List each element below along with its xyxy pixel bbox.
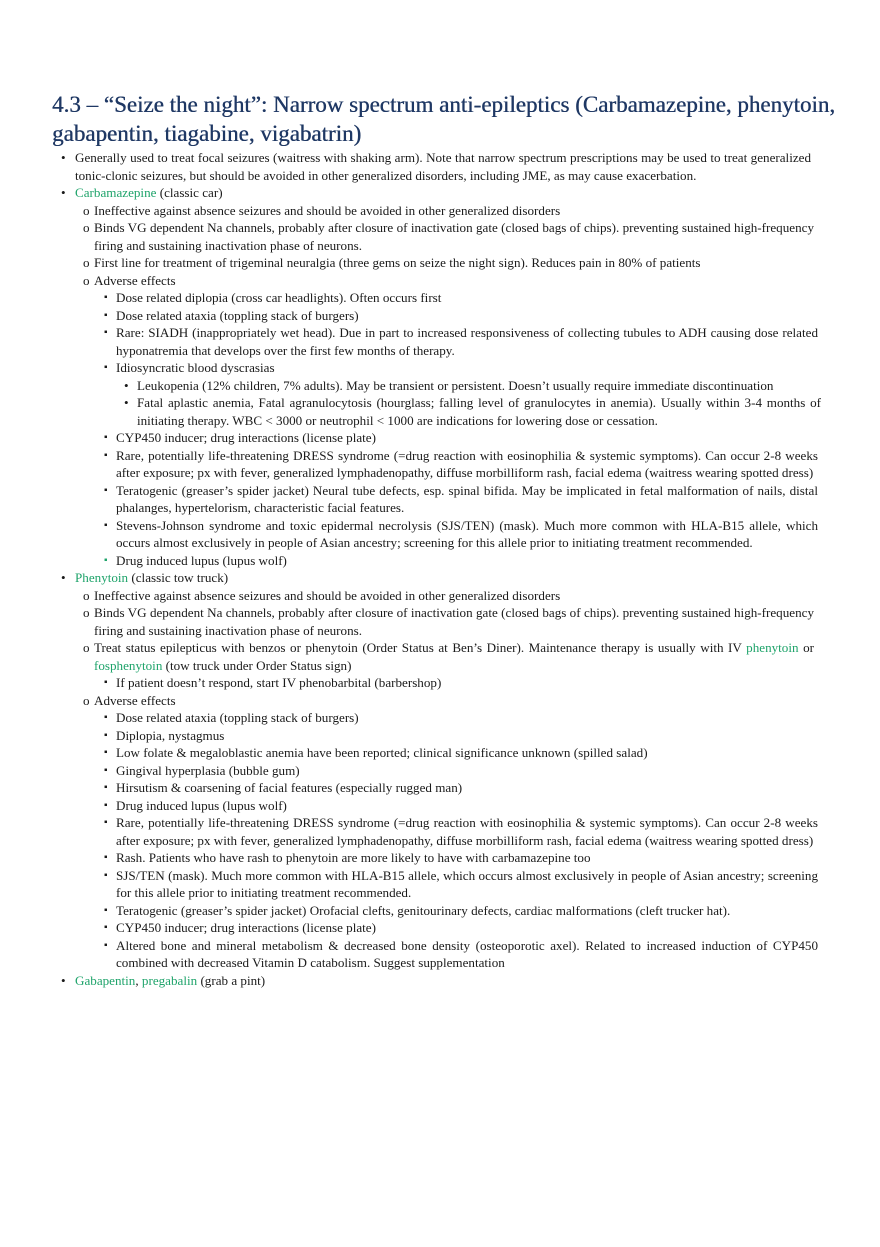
bullet-marker: •	[61, 185, 66, 200]
item-text: SJS/TEN (mask). Much more common with HLA-B15 allele, which occurs almost exclusively in people of Asian ancestry; screening for this allele prior to initiating treatment recommended.	[116, 867, 818, 900]
bullet-marker: ▪	[104, 362, 108, 373]
bullet-marker: ▪	[104, 799, 108, 811]
item-text: Drug induced lupus (lupus wolf)	[116, 552, 287, 568]
item-text: Altered bone and mineral metabolism & decreased bone density (osteoporotic axel). Related to increased induction of CYP450 combined with decreased Vitamin D catabolism. Suggest supplementation	[116, 937, 818, 970]
drug-name-highlight: pregabalin	[141, 972, 198, 988]
drug-name-highlight: Carbamazepine	[75, 185, 157, 200]
bullet-marker: ▪	[104, 869, 108, 881]
item-text: Binds VG dependent Na channels, probably after closure of inactivation gate (closed bags of chips). preventing sustained high-frequency firing and sustaining inactivation phase of neurons.	[94, 605, 814, 638]
outline-item-level-3	[0, 762, 818, 780]
bullet-marker: o	[83, 220, 90, 235]
outline-item-level-3	[0, 779, 818, 797]
bullet-marker: ▪	[104, 519, 108, 531]
bullet-marker: •	[124, 395, 129, 410]
bullet-marker: ▪	[104, 449, 108, 461]
item-text: CYP450 inducer; drug interactions (license plate)	[116, 430, 376, 445]
item-text: Generally used to treat focal seizures (waitress with shaking arm). Note that narrow spectrum prescriptions may be used to treat generalized tonic-clonic seizures, but should be avoided in other generalized disorders, including JME, as may cause exacerbation.	[75, 150, 811, 183]
outline-item-level-4	[0, 377, 821, 395]
bullet-marker: o	[83, 605, 90, 620]
outline-item-level-2	[0, 639, 814, 674]
item-text: Adverse effects	[94, 692, 176, 708]
bullet-marker: ▪	[104, 904, 108, 916]
item-text: (grab a pint)	[197, 972, 266, 988]
item-text: Idiosyncratic blood dyscrasias	[116, 360, 275, 375]
item-text: Rash. Patients who have rash to phenytoin are more likely to have with carbamazepine too	[116, 850, 591, 865]
item-text: Adverse effects	[94, 272, 176, 288]
outline-item-level-3	[0, 744, 818, 762]
outline-item-level-2	[0, 692, 814, 710]
outline-item-level-3	[0, 552, 818, 570]
bullet-marker: ▪	[104, 939, 108, 951]
notes-outline	[0, 149, 880, 989]
bullet-marker: ▪	[104, 327, 108, 338]
bullet-marker: •	[61, 150, 66, 165]
item-text: Diplopia, nystagmus	[116, 727, 225, 743]
outline-item-level-4	[0, 394, 821, 429]
bullet-marker: o	[83, 587, 90, 603]
outline-item-level-3	[0, 867, 818, 902]
item-text: CYP450 inducer; drug interactions (license plate)	[116, 920, 376, 935]
item-text: First line for treatment of trigeminal neuralgia (three gems on seize the night sign). Reduces pain in 80% of patients	[94, 255, 701, 270]
bullet-marker: ▪	[104, 677, 108, 688]
outline-item-level-3	[0, 447, 818, 482]
outline-item-level-2	[0, 219, 814, 254]
section-title: 4.3 – “Seize the night”: Narrow spectrum anti-epileptics (Carbamazepine, phenytoin, gabapentin, tiagabine, vigabatrin)	[52, 92, 836, 146]
bullet-marker: ▪	[104, 712, 108, 723]
item-text: Rare, potentially life-threatening DRESS syndrome (=drug reaction with eosinophilia & systemic symptoms). Can occur 2-8 weeks after exposure; px with fever, generalized lymphadenopathy, diffuse morbilliform rash, facial edema (waitress wearing spotted dress)	[116, 815, 818, 848]
bullet-marker: o	[83, 255, 90, 270]
outline-item-level-3	[0, 359, 818, 377]
bullet-marker: ▪	[104, 747, 108, 758]
item-text: ,	[135, 972, 142, 988]
item-text: Treat status epilepticus with benzos or phenytoin (Order Status at Ben’s Diner). Maintenance therapy is usually with IV	[94, 640, 747, 655]
bullet-marker: ▪	[104, 817, 108, 828]
item-text: Dose related diplopia (cross car headlights). Often occurs first	[116, 290, 442, 305]
outline-item-level-2	[0, 272, 814, 290]
item-text: Gingival hyperplasia (bubble gum)	[116, 762, 300, 778]
outline-item-level-3	[0, 674, 818, 692]
bullet-marker: ▪	[104, 729, 108, 741]
item-text: Dose related ataxia (toppling stack of burgers)	[116, 307, 359, 323]
item-text: Teratogenic (greaser’s spider jacket) Neural tube defects, esp. spinal bifida. May be implicated in fetal malformation of nails, distal phalanges, hypertelorism, characteristic facial features.	[116, 482, 818, 515]
outline-item-level-3	[0, 289, 818, 307]
bullet-marker: o	[83, 640, 90, 655]
outline-item-level-3	[0, 919, 818, 937]
item-text: If patient doesn’t respond, start IV phenobarbital (barbershop)	[116, 675, 442, 690]
item-text: Fatal aplastic anemia, Fatal agranulocytosis (hourglass; falling level of granulocytes in anemia). Usually within 3-4 months of initiating therapy. WBC < 3000 or neutrophil < 1000 are indications for lowering dose or cessation.	[137, 395, 821, 428]
item-text: (tow truck under Order Status sign)	[162, 657, 352, 673]
bullet-marker: ▪	[104, 922, 108, 933]
item-text: Dose related ataxia (toppling stack of burgers)	[116, 710, 359, 725]
item-text: Ineffective against absence seizures and should be avoided in other generalized disorders	[94, 202, 561, 218]
bullet-marker: •	[124, 377, 129, 393]
item-text: Leukopenia (12% children, 7% adults). May be transient or persistent. Doesn’t usually require immediate discontinuation	[137, 377, 774, 393]
bullet-marker: ▪	[104, 309, 108, 321]
bullet-marker: ▪	[104, 852, 108, 863]
outline-item-level-3	[0, 902, 818, 920]
outline-item-level-3	[0, 429, 818, 447]
outline-item-level-3	[0, 517, 818, 552]
item-text: Binds VG dependent Na channels, probably after closure of inactivation gate (closed bags of chips). preventing sustained high-frequency firing and sustaining inactivation phase of neurons.	[94, 220, 814, 253]
outline-item-level-2	[0, 202, 814, 220]
bullet-marker: ▪	[104, 432, 108, 443]
outline-item-level-3	[0, 937, 818, 972]
item-text: Drug induced lupus (lupus wolf)	[116, 797, 287, 813]
outline-item-level-3	[0, 324, 818, 359]
bullet-marker: ▪	[104, 764, 108, 776]
outline-item-level-3	[0, 727, 818, 745]
drug-name-highlight: fosphenytoin	[94, 657, 163, 673]
item-text: or	[798, 640, 814, 655]
outline-item-level-2	[0, 587, 814, 605]
item-text: Ineffective against absence seizures and should be avoided in other generalized disorders	[94, 587, 561, 603]
outline-item-level-1	[0, 184, 811, 202]
drug-name-highlight: Gabapentin	[75, 972, 136, 988]
bullet-marker: ▪	[104, 782, 108, 793]
outline-item-level-2	[0, 604, 814, 639]
bullet-marker: o	[83, 202, 90, 218]
item-text: Teratogenic (greaser’s spider jacket) Orofacial clefts, genitourinary defects, cardiac malformations (cleft trucker hat).	[116, 902, 731, 918]
drug-name-highlight: phenytoin	[746, 640, 799, 655]
outline-item-level-3	[0, 797, 818, 815]
bullet-marker: •	[61, 570, 66, 585]
bullet-marker: •	[61, 972, 66, 988]
outline-item-level-1	[0, 972, 811, 990]
outline-item-level-3	[0, 849, 818, 867]
outline-item-level-3	[0, 307, 818, 325]
bullet-marker: o	[83, 692, 90, 708]
outline-item-level-3	[0, 709, 818, 727]
bullet-marker: ▪	[104, 484, 108, 496]
item-text: (classic tow truck)	[128, 570, 229, 585]
item-text: Low folate & megaloblastic anemia have been reported; clinical significance unknown (spilled salad)	[116, 745, 648, 760]
drug-name-highlight: Phenytoin	[75, 570, 129, 585]
bullet-marker: ▪	[104, 292, 108, 303]
item-text: Hirsutism & coarsening of facial features (especially rugged man)	[116, 780, 463, 795]
item-text: Rare, potentially life-threatening DRESS syndrome (=drug reaction with eosinophilia & systemic symptoms). Can occur 2-8 weeks after exposure; px with fever, generalized lymphadenopathy, diffuse morbilliform rash, facial edema (waitress wearing spotted dress)	[116, 447, 818, 480]
outline-item-level-2	[0, 254, 814, 272]
outline-item-level-3	[0, 814, 818, 849]
outline-item-level-1	[0, 569, 811, 587]
item-text: Stevens-Johnson syndrome and toxic epidermal necrolysis (SJS/TEN) (mask). Much more common with HLA-B15 allele, which occurs almost exclusively in people of Asian ancestry; screening for this allele prior to initiating treatment recommended.	[116, 517, 818, 550]
outline-item-level-1	[0, 149, 811, 184]
bullet-marker: ▪	[104, 554, 108, 566]
bullet-marker: o	[83, 272, 90, 288]
item-text: Rare: SIADH (inappropriately wet head). Due in part to increased responsiveness of collecting tubules to ADH causing dose related hyponatremia that develops over the first few months of therapy.	[116, 325, 818, 358]
item-text: (classic car)	[156, 185, 223, 200]
outline-item-level-3	[0, 482, 818, 517]
